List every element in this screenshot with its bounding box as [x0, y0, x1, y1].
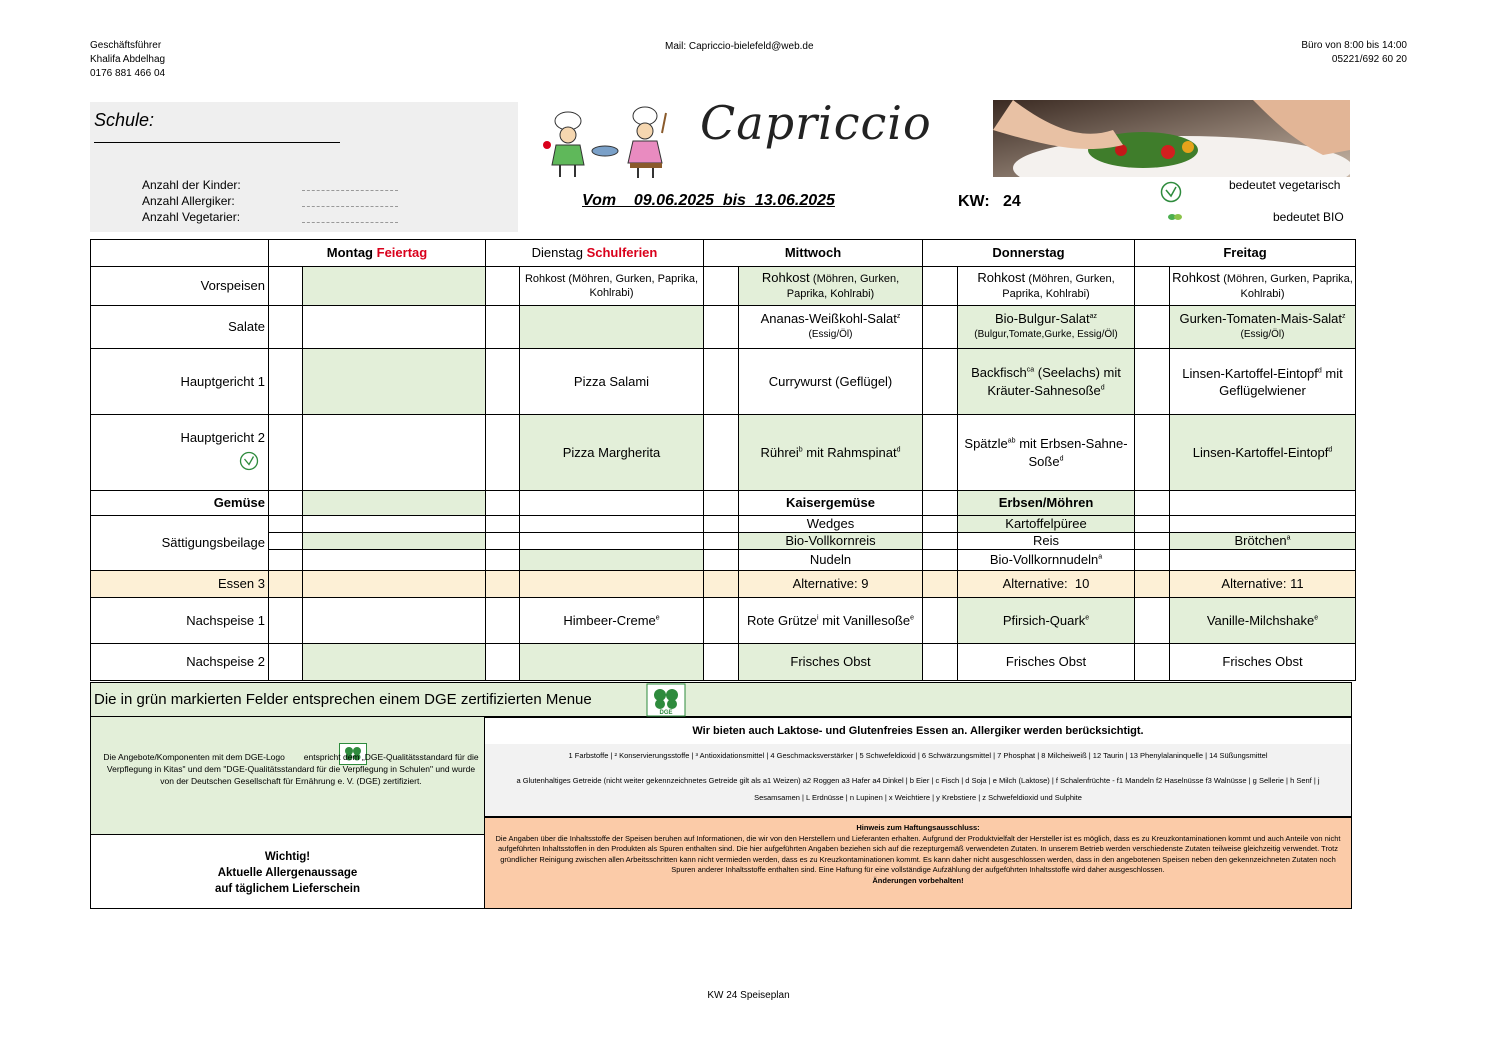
- school-box: [90, 102, 518, 232]
- tue-nach1: Himbeer-Creme$^e$: [520, 598, 704, 644]
- thu-vorspeise: Rohkost (Möhren, Gurken, Paprika, Kohlrabi): [958, 267, 1135, 306]
- count-vegetarian-label: Anzahl Vegetarier:: [142, 210, 241, 224]
- count-allergic-label: Anzahl Allergiker:: [142, 194, 235, 208]
- office-hours: Büro von 8:00 bis 14:00: [1301, 40, 1407, 51]
- school-label: Schule:: [94, 110, 155, 130]
- wed-essen3: Alternative: 9: [739, 571, 923, 598]
- office-info: [1301, 39, 1407, 67]
- important-line-1: Aktuelle Allergenaussage: [217, 867, 358, 879]
- liability-title: Hinweis zum Haftungsausschluss:: [856, 823, 980, 832]
- row-saettigung-2: [91, 533, 1356, 550]
- row-label-nach1: Nachspeise 1: [91, 598, 269, 644]
- wed-beilage-1: Wedges: [739, 516, 923, 533]
- fri-vorspeise: Rohkost (Möhren, Gurken, Paprika, Kohlrabi): [1170, 267, 1356, 306]
- dge-note-bar: [90, 682, 1352, 717]
- company-info: [90, 39, 165, 81]
- wed-haupt2: Rührei$^b$ mit Rahmspinat$^d$: [739, 415, 923, 491]
- row-label-nach2: Nachspeise 2: [91, 644, 269, 681]
- chefs-illustration: [535, 103, 670, 180]
- mail-address: Mail: Capriccio-bielefeld@web.de: [665, 41, 814, 52]
- thu-beilage-1: Kartoffelpüree: [958, 516, 1135, 533]
- thu-nach1: Pfirsich-Quark$^e$: [958, 598, 1135, 644]
- important-box: [90, 834, 484, 909]
- thu-haupt1: Backfisch$^{ca}$ (Seelachs) mit Kräuter-Sahnesoße$^d$: [958, 349, 1135, 415]
- period-range: Vom 09.06.2025 bis 13.06.2025: [582, 192, 835, 209]
- allergy-heading: Wir bieten auch Laktose- und Glutenfreies Essen an. Allergiker werden berücksichtigt.: [485, 718, 1351, 744]
- liability-footer: Änderungen vorbehalten!: [872, 875, 964, 885]
- day-friday: Freitag: [1135, 240, 1356, 267]
- important-line-2: auf täglichem Lieferschein: [214, 883, 361, 895]
- office-phone: 05221/692 60 20: [1331, 54, 1407, 65]
- wed-vorspeise: Rohkost (Möhren, Gurken, Paprika, Kohlrabi): [739, 267, 923, 306]
- liability-box: [484, 817, 1352, 909]
- manager-name: Khalifa Abdelhag: [90, 54, 166, 65]
- day-wednesday: Mittwoch: [704, 240, 923, 267]
- count-vegetarian-field[interactable]: [302, 222, 398, 223]
- wed-beilage-2: Bio-Vollkornreis: [739, 533, 923, 550]
- tue-haupt2: Pizza Margherita: [520, 415, 704, 491]
- row-gemuese: [91, 491, 1356, 516]
- row-nachspeise-2: [91, 644, 1356, 681]
- row-label-vorspeisen: Vorspeisen: [91, 267, 269, 306]
- thu-beilage-2: Reis: [958, 533, 1135, 550]
- day-tuesday: Dienstag Schulferien: [486, 240, 704, 267]
- fri-nach2: Frisches Obst: [1170, 644, 1356, 681]
- wed-nach1: Rote Grütze$^i$ mit Vanillesoße$^e$: [739, 598, 923, 644]
- tue-vorspeise: Rohkost (Möhren, Gurken, Paprika, Kohlrabi): [520, 267, 704, 306]
- allergy-line-2: a Glutenhaltiges Getreide (nicht weiter gekennzeichnetes Getreide gilt als a1 Weizen) a2 Roggen a3 Hafer a4 Dinkel | b Eier | c Fisch | d Soja | e Milch (Laktose) | f Schalenfrüchte - f1 Mandeln f2 Haselnüsse f3 Walnüsse | g Sellerie | h Senf | j: [516, 776, 1320, 785]
- legend-bio: bedeutet BIO: [1273, 210, 1344, 224]
- manager-label: Geschäftsführer: [90, 40, 162, 51]
- fri-salat: Gurken-Tomaten-Mais-Salat$^z$ (Essig/Öl): [1170, 306, 1356, 349]
- thu-salat: Bio-Bulgur-Salat$^{az}$ (Bulgur,Tomate,Gurke, Essig/Öl): [958, 306, 1135, 349]
- row-label-haupt2: Hauptgericht 2: [91, 415, 269, 491]
- food-photo: [993, 100, 1350, 177]
- day-monday: Montag Feiertag: [269, 240, 486, 267]
- dge-logo-text: DGE: [659, 710, 673, 716]
- row-saettigung-1: [91, 516, 1356, 533]
- row-label-essen3: Essen 3: [91, 571, 269, 598]
- thu-beilage-3: Bio-Vollkornnudeln$^a$: [958, 550, 1135, 571]
- manager-phone: 0176 881 466 04: [90, 68, 166, 79]
- thu-gemuese: Erbsen/Möhren: [958, 491, 1135, 516]
- allergy-line-3: Sesamsamen | L Erdnüsse | n Lupinen | x Weichtiere | y Krebstiere | z Schwefeldioxid und Sulphite: [754, 793, 1082, 802]
- fri-beilage: Brötchen$^a$: [1170, 533, 1356, 550]
- important-title: Wichtig!: [264, 851, 311, 863]
- dge-note-text: Die in grün markierten Felder entsprechen einem DGE zertifizierten Menue: [94, 691, 592, 708]
- vegetarian-icon: [239, 451, 259, 471]
- count-allergic-field[interactable]: [302, 206, 398, 207]
- bio-icon: [1167, 211, 1183, 223]
- fri-essen3: Alternative: 11: [1170, 571, 1356, 598]
- fri-haupt2: Linsen-Kartoffel-Eintopf$^d$: [1170, 415, 1356, 491]
- row-hauptgericht-2: [91, 415, 1356, 491]
- row-vorspeisen: [91, 267, 1356, 306]
- calendar-week: KW: 24: [958, 193, 1021, 210]
- row-salate: [91, 306, 1356, 349]
- wed-beilage-3: Nudeln: [739, 550, 923, 571]
- wed-haupt1: Currywurst (Geflügel): [739, 349, 923, 415]
- row-label-haupt1: Hauptgericht 1: [91, 349, 269, 415]
- allergy-box: [484, 717, 1352, 817]
- tue-haupt1: Pizza Salami: [520, 349, 704, 415]
- brand-logo: Capriccio: [700, 96, 932, 150]
- thu-nach2: Frisches Obst: [958, 644, 1135, 681]
- school-input-line[interactable]: [94, 142, 340, 143]
- row-label-salate: Salate: [91, 306, 269, 349]
- dge-logo: [646, 683, 686, 717]
- fri-nach1: Vanille-Milchshake$^e$: [1170, 598, 1356, 644]
- row-hauptgericht-1: [91, 349, 1356, 415]
- row-label-gemuese: Gemüse: [91, 491, 269, 516]
- wed-salat: Ananas-Weißkohl-Salat$^z$ (Essig/Öl): [739, 306, 923, 349]
- table-header-row: [91, 240, 1356, 267]
- row-label-saettigung: Sättigungsbeilage: [91, 516, 269, 571]
- dge-info-box: [90, 717, 484, 834]
- count-children-label: Anzahl der Kinder:: [142, 178, 241, 192]
- allergy-line-1: 1 Farbstoffe | ² Konservierungsstoffe | ³ Antioxidationsmittel | 4 Geschmacksverstärker | 5 Schwefeldioxid | 6 Schwärzungsmittel | 7 Phosphat | 8 Milcheiweiß | 12 Taurin | 13 Phenylalaninquelle | 14 Süßungsmittel: [568, 751, 1268, 760]
- thu-essen3: Alternative: 10: [958, 571, 1135, 598]
- liability-text: Die Angaben über die Inhaltsstoffe der Speisen beruhen auf Informationen, die wir von den Herstellern und Lieferanten erhalten. Aufgrund der Produktvielfalt der Hersteller ist es möglich, dass es zu Kreuzkontaminationen kommt und auch Anteile von nicht aufgeführten Inhaltsstoffen in den Produkten als Spuren enthalten sind. Die hier aufgeführten Angaben beziehen sich auf die rezepturgemäß verwendeten Zutaten. In unserem Betrieb werden verschiedenste Zutaten teilweise gleichzeitig verwendet. Trotz gründlicher Reinigung zwischen allen Arbeitsschritten kann nicht vermieden werden, dass es zu Kreuzkontaminationen kommt. Es kann daher nicht ausgeschlossen werden, dass in den angebotenen Speisen neben den gekennzeichneten Zutaten noch Spuren anderer Inhaltsstoffe enthalten sind. Eine Haftung für eine vollständige Aufzählung der aufgeführten Inhaltsstoffe wird daher ausgeschlossen.: [495, 833, 1341, 874]
- vegetarian-icon: [1160, 181, 1182, 203]
- wed-nach2: Frisches Obst: [739, 644, 923, 681]
- wed-gemuese: Kaisergemüse: [739, 491, 923, 516]
- menu-table: [90, 239, 1356, 681]
- fri-haupt1: Linsen-Kartoffel-Eintopf$^d$ mit Geflügelwiener: [1170, 349, 1356, 415]
- row-saettigung-3: [91, 550, 1356, 571]
- day-thursday: Donnerstag: [923, 240, 1135, 267]
- row-nachspeise-1: [91, 598, 1356, 644]
- dge-info-text: Die Angebote/Komponenten mit dem DGE-Logo entspricht dem „DGE-Qualitätsstandard für die Verpflegung in Kitas" und dem "DGE-Qualitätsstandard für die Verpflegung in Schulen" und wurde von der Deutschen Gesellschaft für Ernährung e. V. (DGE) zertifiziert.: [103, 752, 479, 786]
- row-essen-3: [91, 571, 1356, 598]
- count-children-field[interactable]: [302, 190, 398, 191]
- legend-vegetarian: bedeutet vegetarisch: [1229, 178, 1341, 192]
- page-footer: KW 24 Speiseplan: [707, 990, 790, 1001]
- thu-haupt2: Spätzle$^{ab}$ mit Erbsen-Sahne- Soße$^d$: [958, 415, 1135, 491]
